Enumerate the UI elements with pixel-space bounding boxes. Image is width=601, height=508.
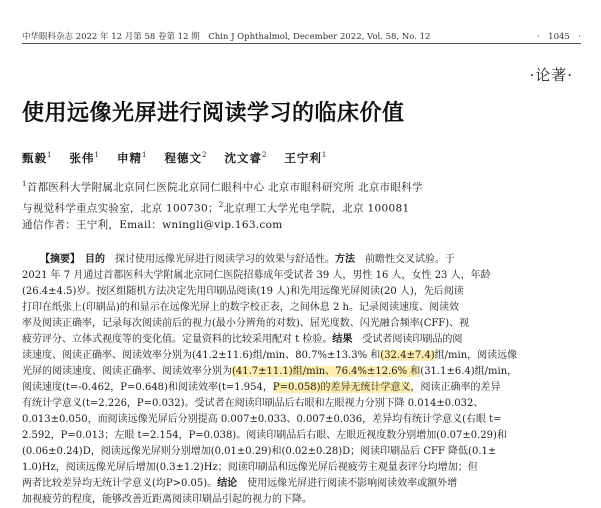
highlight: P=0.058)的差异无统计学意义	[272, 382, 411, 393]
affiliation-line: $^1$首都医科大学附属北京同仁医院北京同仁眼科中心 北京市眼科研究所 北京市眼科学	[22, 180, 423, 194]
abstract-line: 0.013±0.050，而阅读远像光屏后分别提高 0.007±0.033、0.007±0.036，差异均有统计学意义(右眼 t=	[22, 414, 502, 425]
author: 甄毅$^1$	[22, 151, 53, 165]
author: 程德文$^2$	[164, 151, 208, 165]
affiliations	[22, 176, 584, 234]
corresponding-author: 通信作者：王宁利，Email：wningli@vip.163.com	[22, 219, 283, 231]
author-list	[22, 150, 339, 166]
abstract-line: 率及阅读正确率，记录每次阅读前后的视力(最小分辨角的对数)、屈光度数、闪光融合频率(CFF)、视	[22, 318, 470, 329]
abstract	[22, 252, 584, 508]
author: 沈文睿$^2$	[224, 151, 268, 165]
abstract-line: 【摘要】 目的 探讨使用远像光屏进行阅读学习的效果与舒适性。方法 前瞻性交叉试验。于	[40, 254, 455, 265]
abstract-line: 两者比较差异均无统计学意义(均P>0.05)。结论 使用远像光屏进行阅读不影响阅读效率或额外增	[22, 478, 458, 489]
abstract-line: 加视疲劳的程度，能够改善近距离阅读印刷品引起的视力的下降。	[22, 494, 312, 505]
header-rule	[22, 43, 581, 44]
author: 申精$^1$	[116, 151, 148, 165]
abstract-line: 阅读速度(t=-0.462，P=0.648)和阅读效率(t=1.954，P=0.058)的差异无统计学意义，阅读正确率的差异	[22, 382, 501, 393]
abstract-line: 读速度、阅读正确率、阅读效率分别为(41.2±11.6)组/min、80.7%±13.3% 和(32.4±7.4)组/min，阅读远像	[22, 350, 518, 361]
abstract-line: (26.4±4.5)岁。按区组随机方法决定先用印刷品阅读(19 人)和先用远像光屏阅读(20 人)，先后阅读	[22, 286, 464, 297]
abstract-line: 2021 年 7 月通过首都医科大学附属北京同仁医院招募成年受试者 39 人，男性 16 人，女性 23 人，年龄	[22, 270, 491, 281]
abstract-line: (0.06±0.24)D，阅读远像光屏则分别增加(0.01±0.29)和(0.02±0.28)D；阅读印刷品后 CFF 降低(0.1±	[22, 446, 497, 457]
article-title: 使用远像光屏进行阅读学习的临床价值	[22, 100, 405, 126]
abstract-line: 有统计学意义(t=2.226，P=0.032)。受试者在阅读印刷品后右眼和左眼视力分别下降 0.014±0.032、	[22, 398, 484, 409]
page-number: · 1045 ·	[536, 32, 581, 42]
abstract-line: 打印在纸张上(印刷品)的和显示在远像光屏上的数字校正表，之间休息 2 h。记录阅读速度、阅读效	[22, 302, 459, 313]
highlight: (41.7±11.1)组/min、76.4%±12.6% 和	[232, 366, 421, 377]
abstract-line: 1.0)Hz，阅读远像光屏后增加(0.3±1.2)Hz；阅读印刷品和远像光屏后视疲劳主观量表评分均增加；但	[22, 462, 478, 473]
abstract-line: 2.592，P=0.013；左眼 t=2.154，P=0.038)。阅读印刷品后右眼、左眼近视度数分别增加(0.07±0.29)和	[22, 430, 507, 441]
journal-citation: 中华眼科杂志 2022 年 12 月第 58 卷第 12 期 Chin J Ophthalmol, December 2022, Vol. 58, No. 12	[22, 32, 431, 42]
affiliation-line: 与视觉科学重点实验室，北京 100730；$^2$北京理工大学光电学院，北京 100081	[22, 200, 410, 214]
abstract-line: 光屏的阅读速度、阅读正确率、阅读效率分别为(41.7±11.1)组/min、76.4%±12.6% 和(31.1±6.4)组/min，	[22, 366, 518, 377]
running-header	[22, 10, 581, 42]
highlight: (32.4±7.4)	[380, 350, 435, 361]
author: 王宁利$^1$	[284, 151, 328, 165]
author: 张伟$^1$	[69, 151, 100, 165]
section-tag: ·论著·	[529, 66, 573, 84]
abstract-line: 疲劳评分、立体式视度等的变化值。定量资料的比较采用配对 t 检验。结果 受试者阅读印刷品的阅	[22, 334, 463, 345]
